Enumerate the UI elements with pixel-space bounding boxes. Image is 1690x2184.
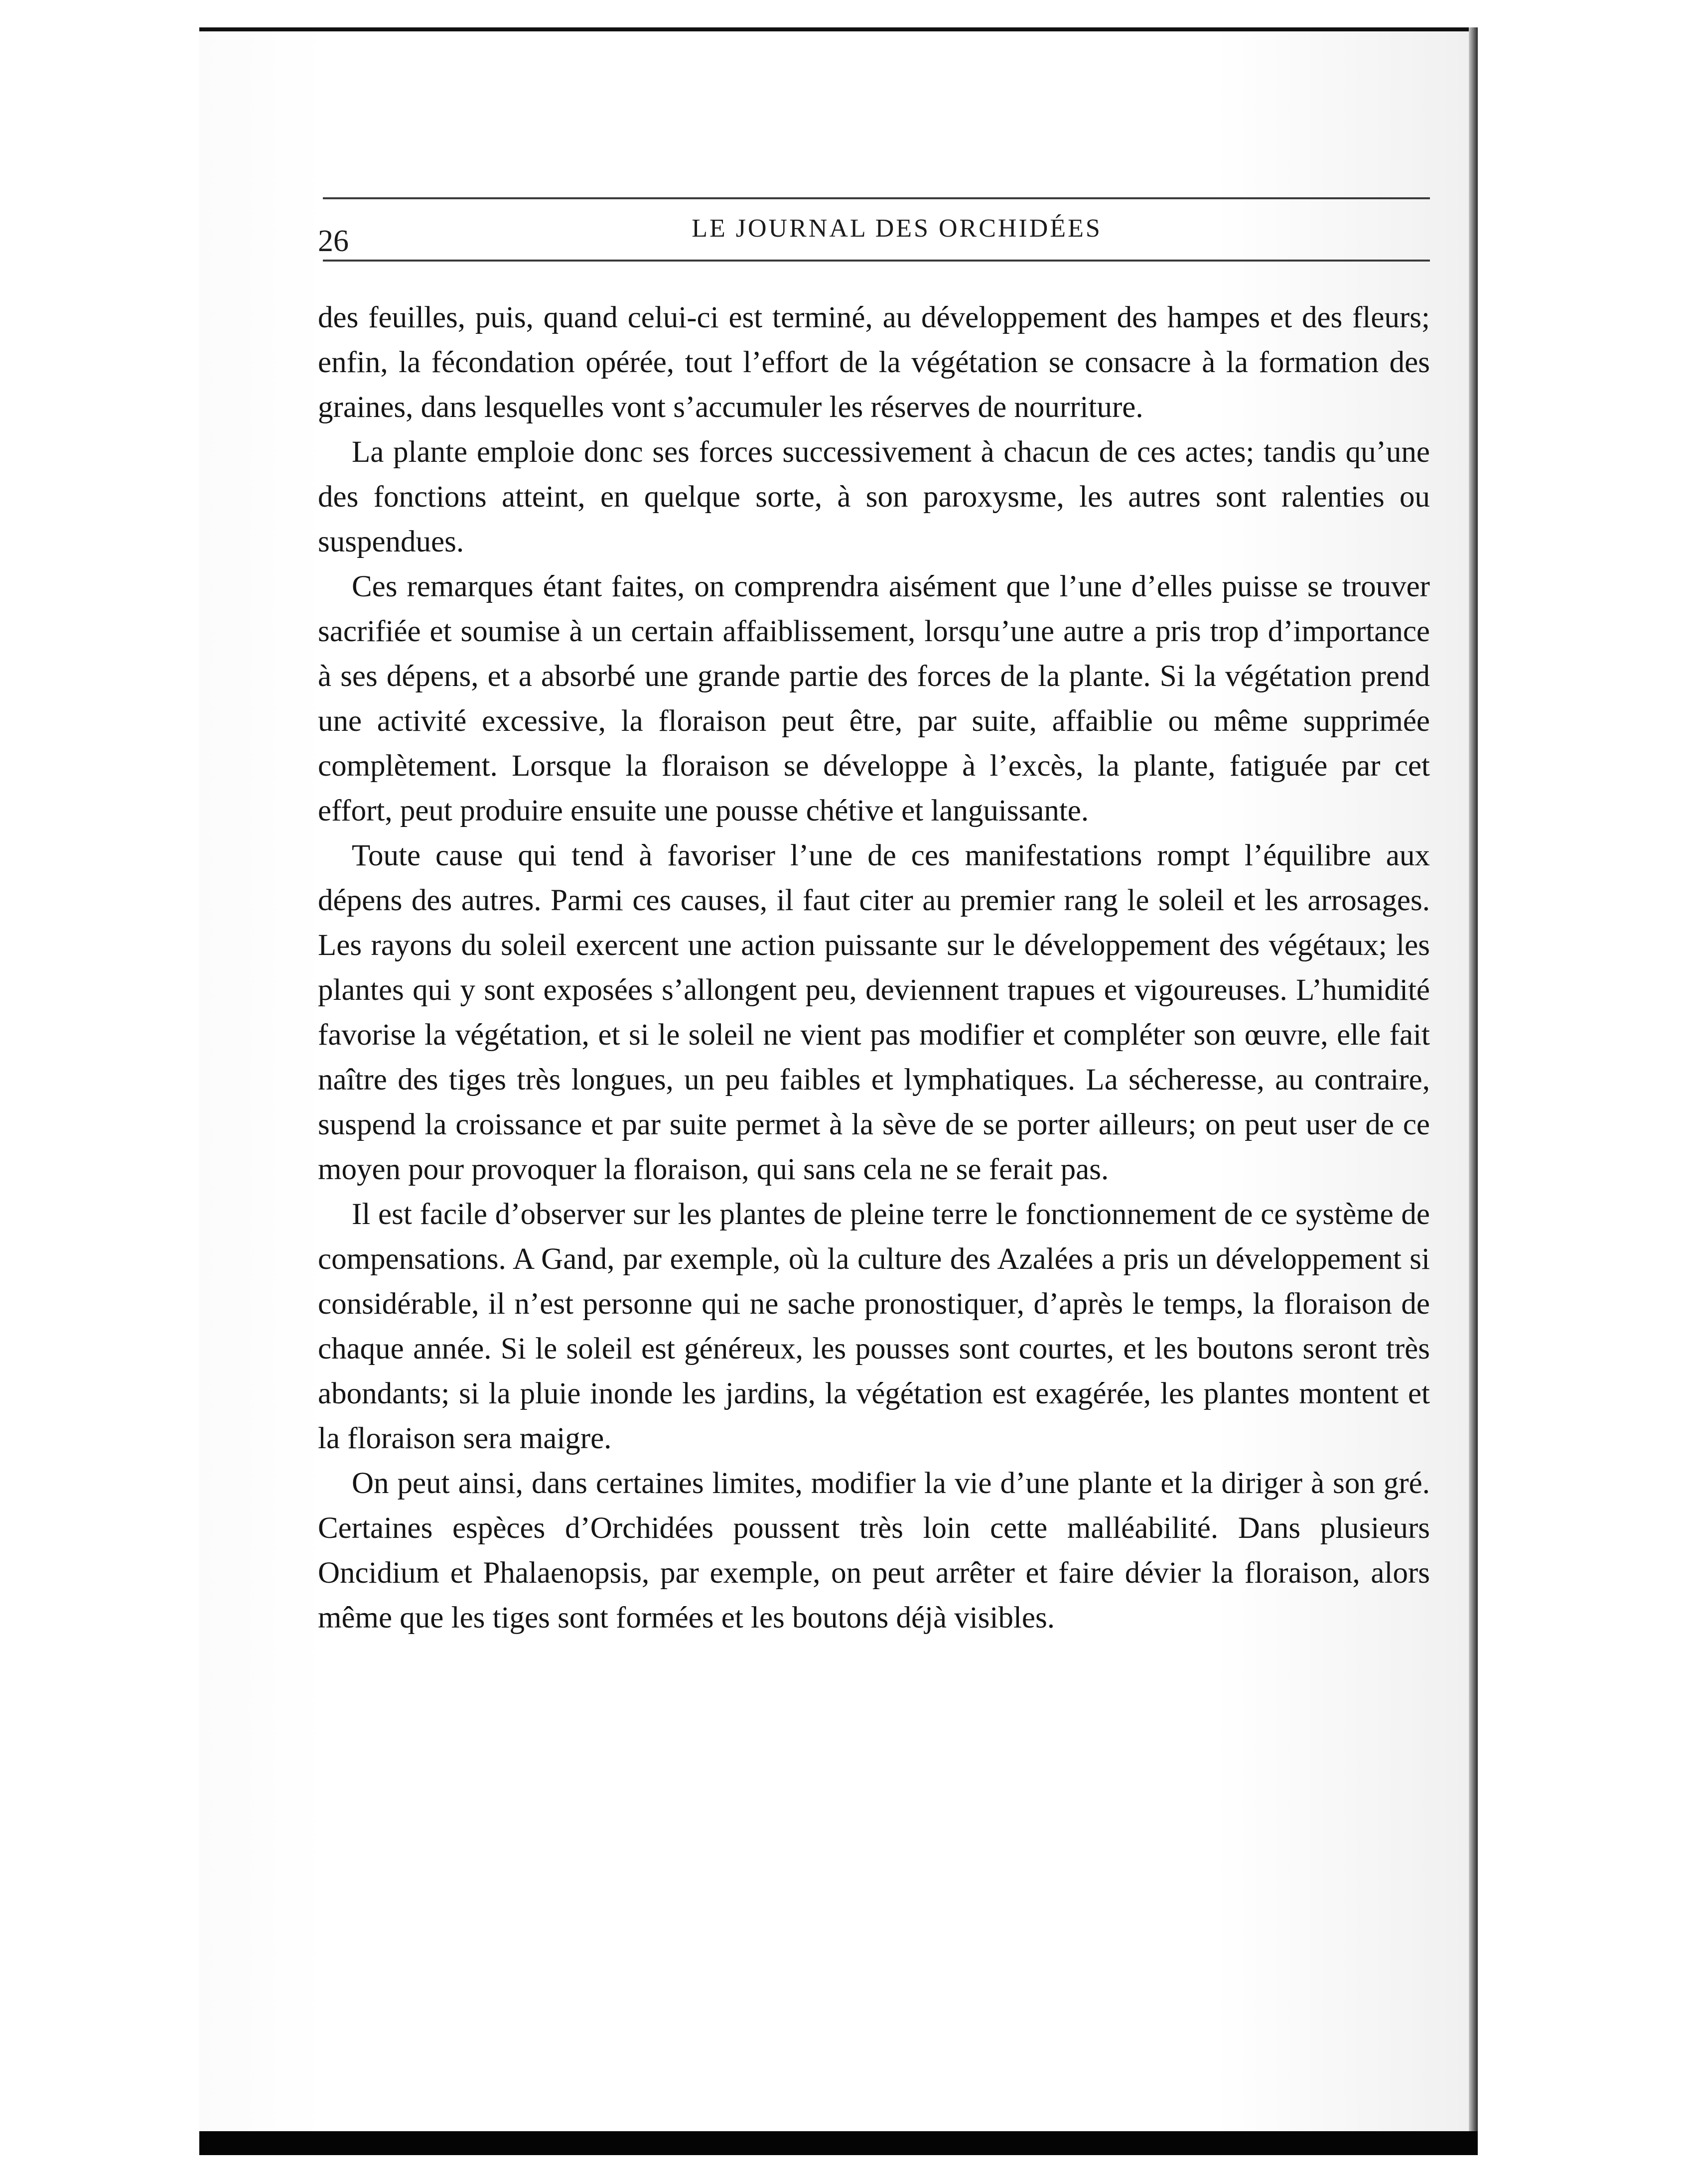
paragraph: On peut ainsi, dans certaines limites, modifier la vie d’une plante et la diriger à son gré. Certaines espèces d’Orchidées poussent très loin cette malléabilité. Dans plusieurs Oncidium et Phalaenopsis, par exemple, on peut arrêter et faire dévier la floraison, alors même que les tiges sont formées et les boutons déjà visibles. [318, 1467, 1430, 1635]
body-text [318, 295, 1430, 1640]
paragraph: Toute cause qui tend à favoriser l’une de ces manifestations rompt l’équilibre aux dépens des autres. Parmi ces causes, il faut citer au premier rang le soleil et les arrosages. Les rayons du soleil exercent une action puissante sur le développement des végétaux; les plantes qui y sont exposées s’allongent peu, deviennent trapues et vigoureuses. L’humidité favorise la végétation, et si le soleil ne vient pas modifier et compléter son œuvre, elle fait naître des tiges très longues, un peu faibles et lymphatiques. La sécheresse, au contraire, suspend la croissance et par suite permet à la sève de se porter ailleurs; on peut user de ce moyen pour provoquer la floraison, qui sans cela ne se ferait pas. [318, 839, 1430, 1186]
scan-border-right [1469, 27, 1478, 2155]
scan-border-bottom [199, 2131, 1478, 2155]
page-number: 26 [318, 224, 349, 258]
paragraph: Ces remarques étant faites, on comprendra aisément que l’une d’elles puisse se trouver sacrifiée et soumise à un certain affaiblissement, lorsqu’une autre a pris trop d’importance à ses dépens, et a absorbé une grande partie des forces de la plante. Si la végétation prend une activité excessive, la floraison peut être, par suite, affaiblie ou même supprimée complètement. Lorsque la floraison se développe à l’excès, la plante, fatiguée par cet effort, peut produire ensuite une pousse chétive et languissante. [318, 570, 1430, 827]
paragraph: Il est facile d’observer sur les plantes de pleine terre le fonctionnement de ce système de compensations. A Gand, par exemple, où la culture des Azalées a pris un développement si considérable, il n’est personne qui ne sache pronostiquer, d’après le temps, la floraison de chaque année. Si le soleil est généreux, les pousses sont courtes, et les boutons seront très abondants; si la pluie inonde les jardins, la végétation est exagérée, les plantes montent et la floraison sera maigre. [318, 1198, 1430, 1455]
running-title: LE JOURNAL DES ORCHIDÉES [692, 214, 1102, 243]
paragraph-continued: des feuilles, puis, quand celui-ci est terminé, au développement des hampes et des fleurs; enfin, la fécondation opérée, tout l’effort de la végétation se consacre à la formation des graines, dans lesquelles vont s’accumuler les réserves de nourriture. [318, 301, 1430, 424]
paragraph: La plante emploie donc ses forces successivement à chacun de ces actes; tandis qu’une des fonctions atteint, en quelque sorte, à son paroxysme, les autres sont ralenties ou suspendues. [318, 435, 1430, 558]
book-page [199, 31, 1469, 2131]
header-rule-top [323, 197, 1430, 199]
header-rule-bottom [323, 260, 1430, 262]
scan-border-top [199, 27, 1470, 31]
